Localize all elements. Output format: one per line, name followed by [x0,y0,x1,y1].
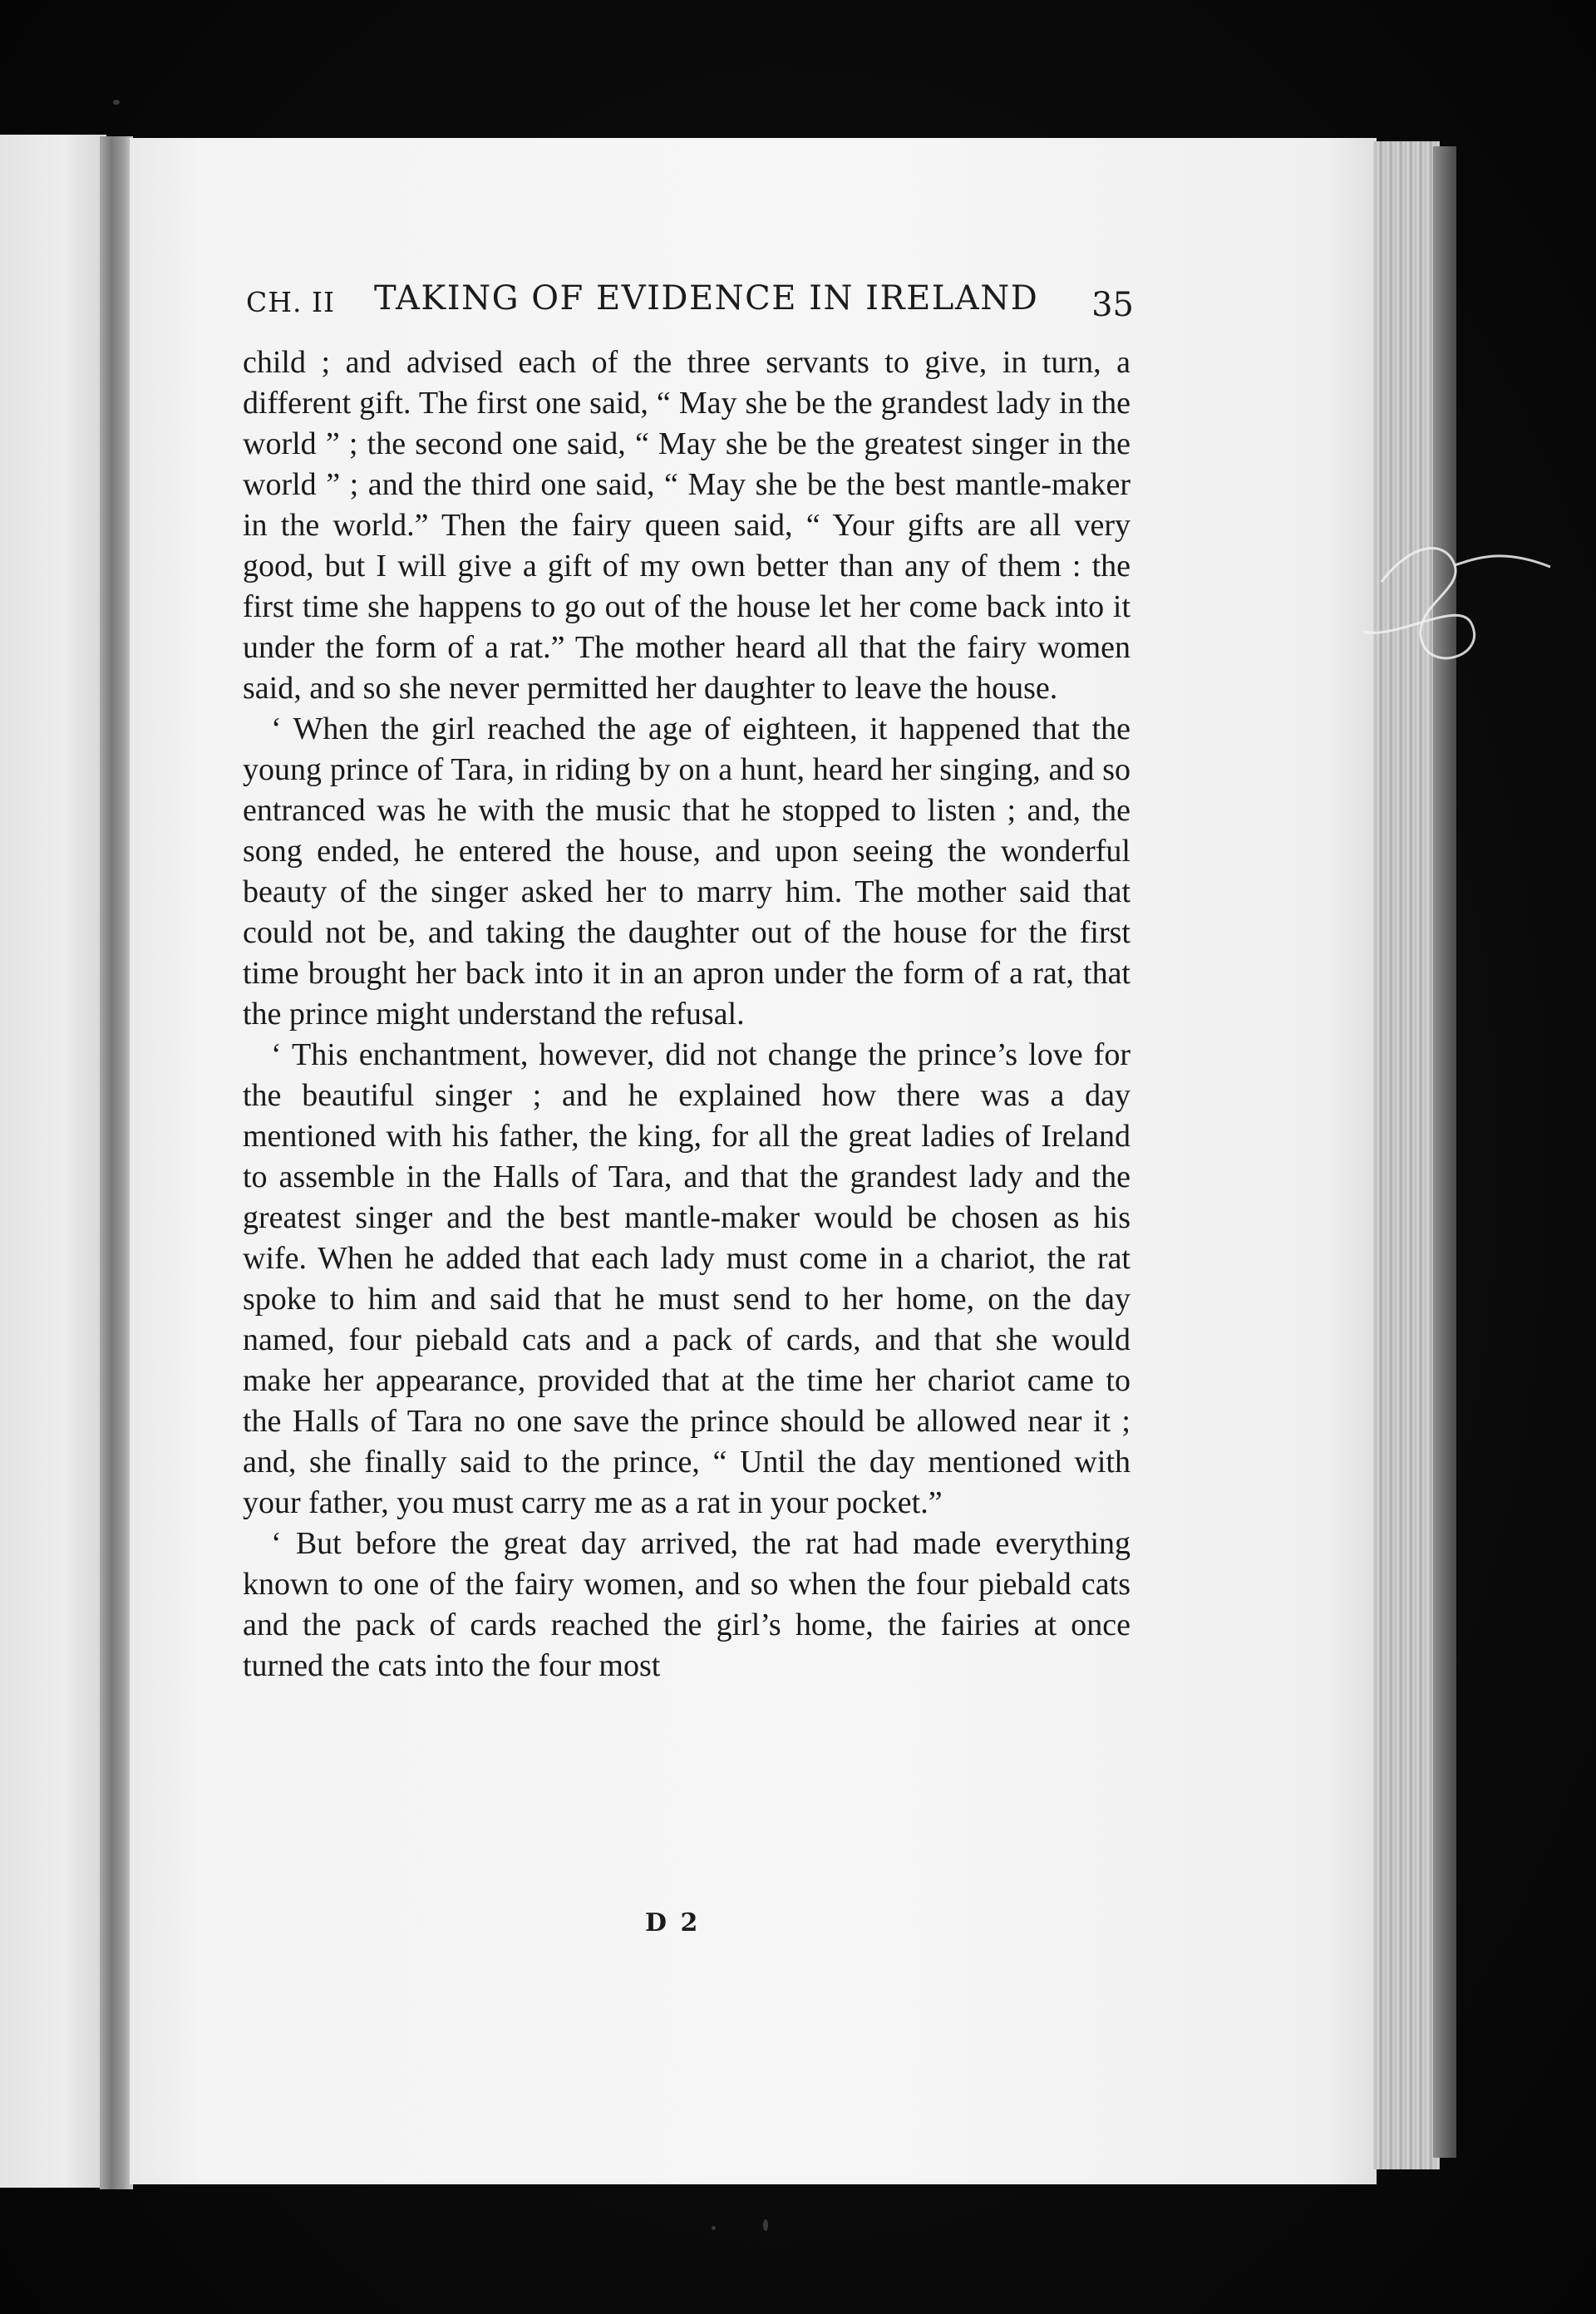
running-title: TAKING OF EVIDENCE IN IRELAND [374,279,1039,318]
page-number: 35 [1091,286,1134,324]
body-text [243,342,1130,1686]
paragraph: ‘ But before the great day arrived, the rat had made everything known to one of the fairy women, and so when the four piebald cats and the pack of cards reached the girl’s home, the fairies at once turned the cats into the four most [243,1526,1130,1683]
facing-page-edge [0,135,106,2188]
signature-mark: D 2 [645,1908,701,1937]
dust-speck [712,2226,716,2230]
book-cover-edge [1433,146,1456,2158]
paragraph: child ; and advised each of the three servants to give, in turn, a different gift. The first one said, “ May she be the grandest lady in the world ” ; the second one said, “ May she be the greatest singer in the world ” ; and the third one said, “ May she be the best mantle-maker in the world.” Then the fairy queen said, “ Your gifts are all very good, but I will give a gift of my own better than any of them : the first time she happens to go out of the house let her come back into it under the form of a rat.” The mother heard all that the fairy women said, and so she never permitted her daughter to leave the house. [243,345,1130,706]
dust-speck [763,2219,768,2231]
paragraph: ‘ When the girl reached the age of eighteen, it happened that the young prince of Tara, in riding by on a hunt, heard her singing, and so entranced was he with the music that he stopped to listen ; and, the song ended, he entered the house, and upon seeing the wonderful beauty of the singer asked her to marry him. The mother said that could not be, and taking the daughter out of the house for the first time brought her back into it in an apron under the form of a rat, that the prince might understand the refusal. [243,711,1130,1031]
chapter-marker: CH. II [246,286,336,318]
dust-speck [113,100,120,105]
running-head [246,279,1134,329]
book-gutter [100,136,133,2189]
paragraph: ‘ This enchantment, however, did not change the prince’s love for the beautiful singer ; and he explained how there was a day mentioned with his father, the king, for all the great ladies of Ireland to assemble in the Halls of Tara, and that the grandest lady and the greatest singer and the best mantle-maker would be chosen as his wife. When he added that each lady must come in a chariot, the rat spoke to him and said that he must send to her home, on the day named, four piebald cats and a pack of cards, and that she would make her appearance, provided that at the time her chariot came to the Halls of Tara no one save the prince should be allowed near it ; and, she finally said to the prince, “ Until the day mentioned with your father, you must carry me as a rat in your pocket.” [243,1037,1130,1520]
page-stack-edge [1373,141,1440,2169]
